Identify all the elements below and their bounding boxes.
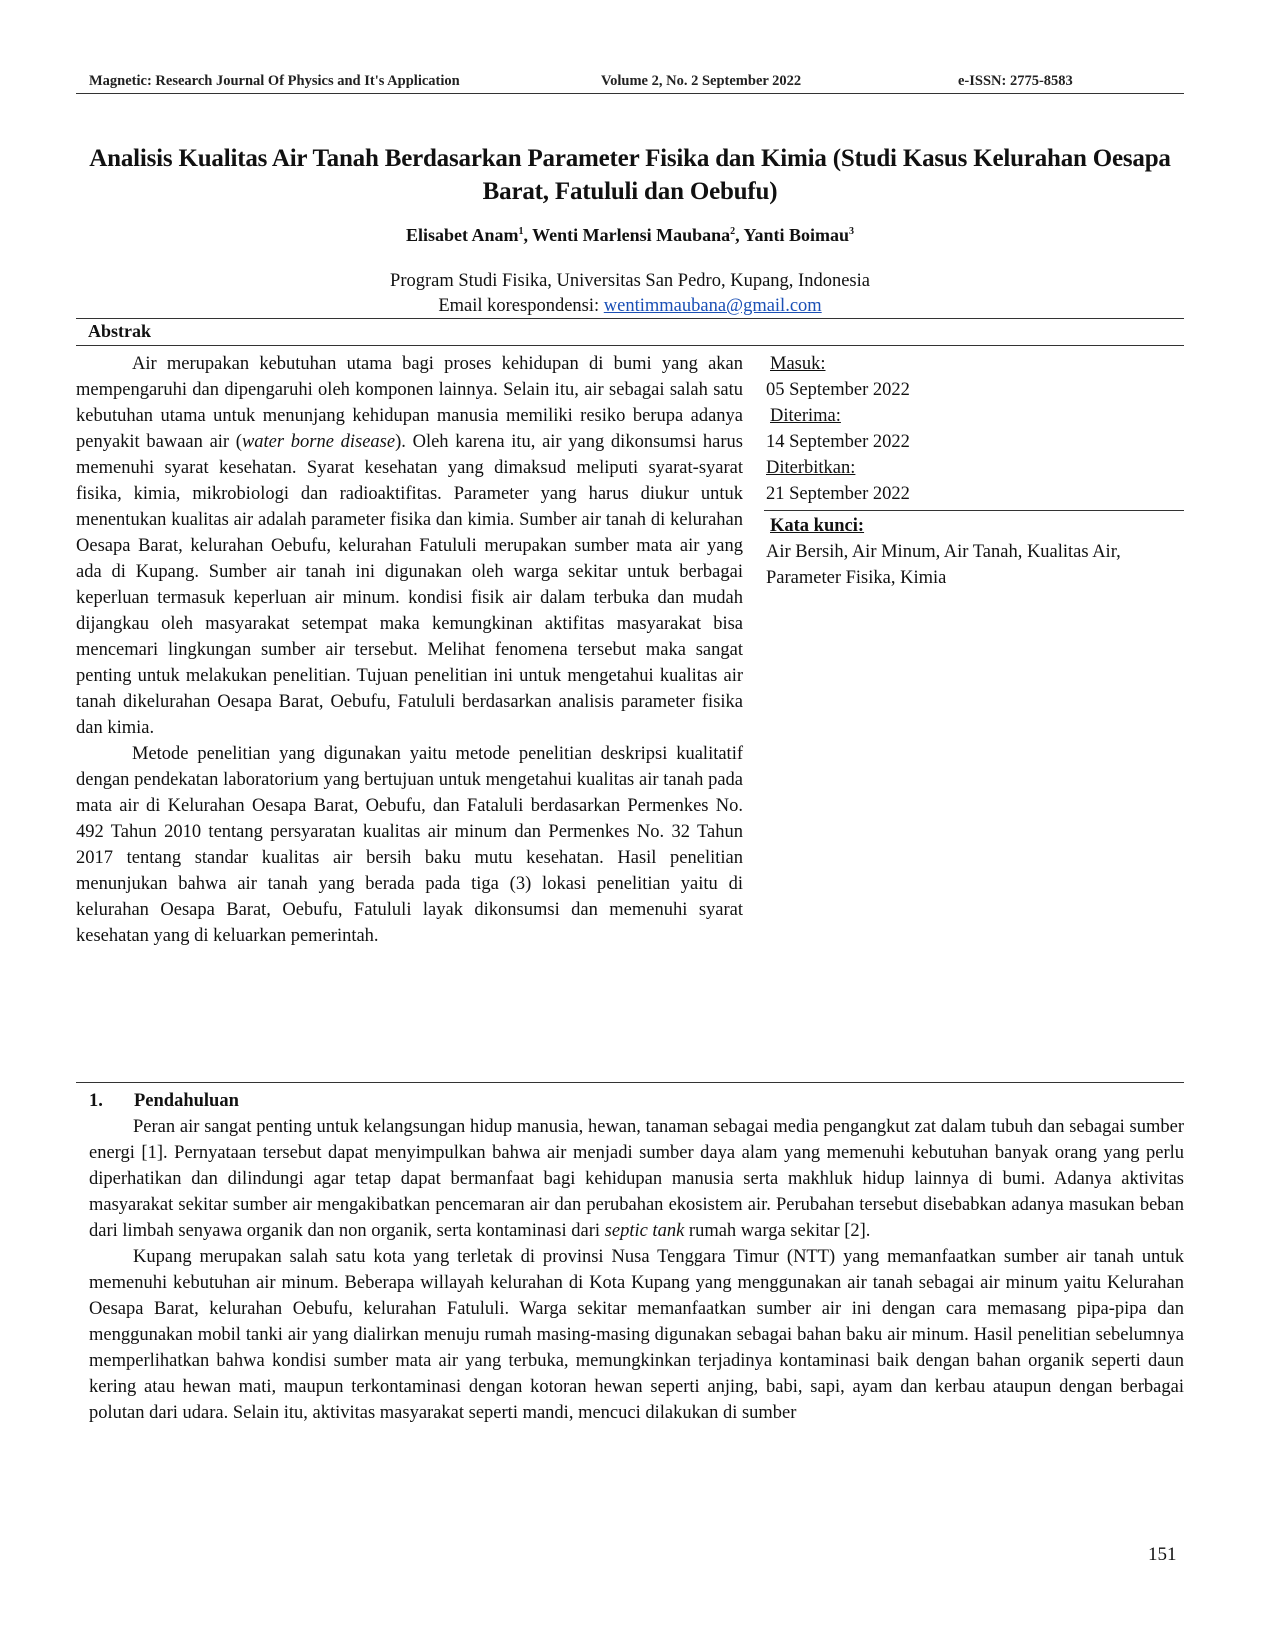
article-info-sidebar	[766, 351, 1184, 591]
volume-info: Volume 2, No. 2 September 2022	[601, 73, 802, 89]
keywords-divider	[764, 510, 1184, 511]
correspondence	[76, 294, 1184, 319]
affiliation: Program Studi Fisika, Universitas San Pedro, Kupang, Indonesia	[390, 271, 870, 291]
section-heading	[89, 1088, 1184, 1114]
author-name: Wenti Marlensi Maubana	[532, 225, 731, 245]
author-affil-mark: 2	[730, 226, 736, 237]
abstract-bottom-rule	[76, 1082, 1184, 1083]
issn: e-ISSN: 2775-8583	[958, 73, 1073, 89]
affiliation-block	[76, 269, 1184, 319]
author-list	[76, 225, 1184, 246]
body-italic-term: septic tank	[604, 1221, 685, 1241]
body-text: Peran air sangat penting untuk kelangsungan hidup manusia, hewan, tanaman sebagai media pengangkut zat dalam tubuh dan sebagai sumber energi [1]. Pernyataan tersebut dapat menyimpulkan bahwa air menjadi sumber daya alam yang memenuhi kebutuhan banyak orang yang perlu diperhatikan dan dilindungi agar tetap dapat bermanfaat bagi kehidupan manusia serta makhluk hidup lainnya di bumi. Adanya aktivitas masyarakat sekitar sumber air mengakibatkan pencemaran air dan perubahan ekosistem air. Perubahan tersebut disebabkan adanya masukan beban dari limbah senyawa organik dan non organik, serta kontaminasi dari	[89, 1117, 1184, 1241]
journal-name: Magnetic: Research Journal Of Physics and It's Application	[89, 73, 460, 89]
section-introduction	[89, 1088, 1184, 1426]
author-separator: ,	[523, 225, 533, 245]
abstract-body	[76, 351, 743, 949]
keywords: Air Bersih, Air Minum, Air Tanah, Kualitas Air, Parameter Fisika, Kimia	[766, 542, 1121, 588]
accepted-label: Diterima:	[770, 406, 841, 426]
abstract-heading: Abstrak	[88, 321, 152, 341]
abstract-top-rule	[76, 318, 1184, 319]
published-date: 21 September 2022	[766, 484, 910, 504]
body-paragraph: Kupang merupakan salah satu kota yang terletak di provinsi Nusa Tenggara Timur (NTT) yang memanfaatkan sumber air tanah untuk memenuhi kebutuhan air minum. Beberapa willayah kelurahan di Kota Kupang yang menggunakan air tanah sebagai air minum yaitu Kelurahan Oesapa Barat, kelurahan Oebufu, kelurahan Fatululi. Warga sekitar memanfaatkan sumber air ini dengan cara memasang pipa-pipa dan menggunakan mobil tanki air yang dialirkan menuju rumah masing-masing digunakan sebagai bahan baku air minum. Hasil penelitian sebelumnya memperlihatkan bahwa kondisi sumber mata air yang terbuka, memungkinkan terjadinya kontaminasi baik dengan bahan organik seperti daun kering atau hewan mati, maupun terkontaminasi dengan kotoran hewan seperti anjing, babi, sapi, ayam dan kerbau ataupun dengan berbagai polutan dari udara. Selain itu, aktivitas masyarakat seperti mandi, mencuci dilakukan di sumber	[89, 1247, 1184, 1423]
page-number: 151	[1148, 1544, 1177, 1565]
published-label: Diterbitkan:	[766, 458, 856, 478]
abstract-italic-term: water borne disease	[241, 432, 396, 452]
author-affil-mark: 1	[518, 226, 524, 237]
body-text: rumah warga sekitar [2].	[684, 1221, 871, 1241]
author-name: Yanti Boimau	[743, 225, 850, 245]
received-date: 05 September 2022	[766, 380, 910, 400]
keywords-label: Kata kunci:	[770, 516, 865, 536]
email-link[interactable]: wentimmaubana@gmail.com	[603, 296, 822, 316]
abstract-header-rule	[76, 345, 1184, 346]
running-header	[89, 73, 1184, 95]
abstract-paragraph: Metode penelitian yang digunakan yaitu metode penelitian deskripsi kualitatif dengan pendekatan laboratorium yang bertujuan untuk mengetahui kualitas air tanah pada mata air di Kelurahan Oesapa Barat, Oebufu, dan Fataluli berdasarkan Permenkes No. 492 Tahun 2010 tentang persyaratan kualitas air minum dan Permenkes No. 32 Tahun 2017 tentang standar kualitas air bersih baku mutu kesehatan. Hasil penelitian menunjukan bahwa air tanah yang berada pada tiga (3) lokasi penelitian yaitu di kelurahan Oesapa Barat, Oebufu, Fatululi layak dikonsumsi dan memenuhi syarat kesehatan yang di keluarkan pemerintah.	[76, 744, 743, 946]
abstract-text: Air merupakan kebutuhan utama bagi proses kehidupan di bumi yang akan mempengaruhi dan dipengaruhi oleh komponen lainnya. Selain itu, air sebagai salah satu kebutuhan utama untuk menunjang kehidupan manusia memiliki resiko berupa adanya penyakit bawaan air (	[76, 354, 743, 452]
accepted-date: 14 September 2022	[766, 432, 910, 452]
section-number: 1.	[89, 1091, 103, 1111]
body-paragraph	[89, 1114, 1184, 1244]
header-divider	[76, 93, 1184, 94]
author-affil-mark: 3	[849, 226, 855, 237]
email-label: Email korespondensi:	[438, 296, 604, 316]
author-name: Elisabet Anam	[405, 225, 519, 245]
article-title: Analisis Kualitas Air Tanah Berdasarkan Parameter Fisika dan Kimia (Studi Kasus Kelurahan Oesapa Barat, Fatululi dan Oebufu)	[89, 145, 1171, 205]
abstract-text: ). Oleh karena itu, air yang dikonsumsi harus memenuhi syarat kesehatan. Syarat kesehatan yang dimaksud meliputi syarat-syarat fisika, kimia, mikrobiologi dan radioaktifitas. Parameter yang harus diukur untuk menentukan kualitas air adalah parameter fisika dan kimia. Sumber air tanah di kelurahan Oesapa Barat, kelurahan Oebufu, kelurahan Fatululi merupakan sumber mata air yang ada di Kupang. Sumber air tanah ini digunakan oleh warga sekitar untuk berbagai keperluan termasuk keperluan air minum. kondisi fisik air dalam terbuka dan mudah dijangkau oleh masyarakat setempat maka kemungkinan aktifitas masyarakat bisa mencemari lingkungan sumber air tersebut. Melihat fenomena tersebut maka sangat penting untuk melakukan penelitian. Tujuan penelitian ini untuk mengetahui kualitas air tanah dikelurahan Oesapa Barat, Oebufu, Fatululi berdasarkan analisis parameter fisika dan kimia.	[76, 432, 744, 738]
abstract-paragraph	[76, 351, 743, 741]
section-title: Pendahuluan	[134, 1091, 239, 1111]
author-separator: ,	[735, 225, 744, 245]
received-label: Masuk:	[770, 354, 826, 374]
